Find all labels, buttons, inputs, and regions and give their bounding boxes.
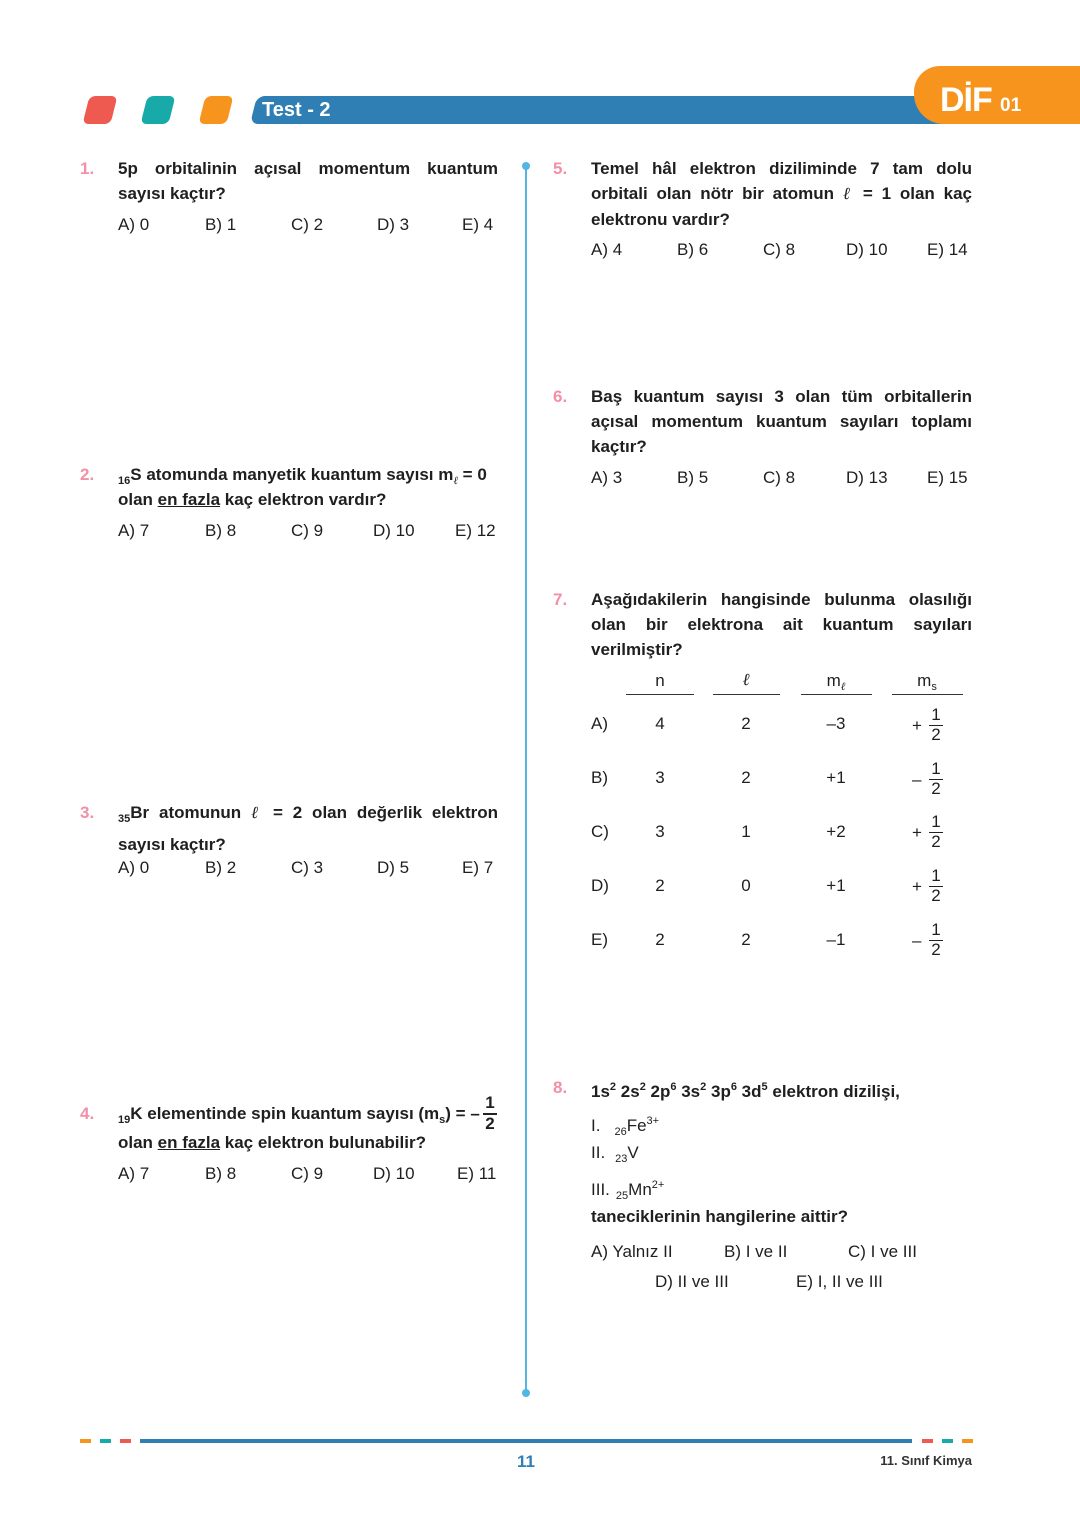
atomic-number: 16 <box>118 475 131 487</box>
question-2-text-a: atomunda manyetik kuantum sayısı m <box>141 465 454 484</box>
underlined-phrase: en fazla <box>157 490 221 509</box>
row-d-l: 0 <box>741 876 751 895</box>
question-2-text-b: = 0 <box>457 465 487 484</box>
question-3-option-a[interactable]: A) 0 <box>118 858 150 877</box>
question-4-option-d[interactable]: D) 10 <box>373 1164 415 1183</box>
atomic-number: 23 <box>615 1153 628 1165</box>
question-5-option-b[interactable]: B) 6 <box>677 240 709 259</box>
question-2-text-d: kaç elektron vardır? <box>220 490 387 509</box>
question-5-number: 5. <box>553 159 568 178</box>
table-header-l: ℓ <box>742 670 750 690</box>
question-2-option-e[interactable]: E) 12 <box>455 521 496 540</box>
atomic-number: 25 <box>615 1190 629 1202</box>
question-4-option-c[interactable]: C) 9 <box>291 1164 324 1183</box>
test-title-bar <box>250 96 957 124</box>
question-4-text-d: kaç elektron bulunabilir? <box>220 1133 426 1152</box>
question-3-option-c[interactable]: C) 3 <box>291 858 324 877</box>
orbital-3p: 3p <box>706 1082 731 1101</box>
ms-sign: + <box>912 823 922 842</box>
question-4-text-line-2 <box>118 1130 426 1155</box>
question-5-option-e[interactable]: E) 14 <box>927 240 968 259</box>
question-8-item-1 <box>591 1110 659 1143</box>
question-8-config <box>591 1075 900 1104</box>
orbital-3d: 3d <box>736 1082 762 1101</box>
question-4-number: 4. <box>80 1104 95 1123</box>
question-5-option-a[interactable]: A) 4 <box>591 240 623 259</box>
question-1-option-d[interactable]: D) 3 <box>377 215 410 234</box>
question-1-option-e[interactable]: E) 4 <box>462 215 494 234</box>
element-symbol: Br <box>130 803 150 822</box>
question-7-option-b-label[interactable]: B) <box>591 768 608 787</box>
ms-numerator: 1 <box>931 920 941 939</box>
question-6-option-a[interactable]: A) 3 <box>591 468 623 487</box>
header-underline-ms <box>892 694 963 695</box>
footer-orange-dash <box>80 1439 91 1443</box>
ms-sign: – <box>912 770 922 789</box>
footer-red-dash <box>120 1439 131 1443</box>
orbital-2p: 2p <box>645 1082 671 1101</box>
question-3-text-a: atomunun <box>149 803 251 822</box>
test-title: Test - 2 <box>262 99 331 121</box>
question-7-option-d-label[interactable]: D) <box>591 876 609 895</box>
roman-numeral: II. <box>591 1143 606 1162</box>
header-underline-n <box>626 694 694 695</box>
question-7-option-e-label[interactable]: E) <box>591 930 608 949</box>
atomic-number: 35 <box>118 813 131 825</box>
row-b-ml: +1 <box>826 768 846 787</box>
question-7-text: Aşağıdakilerin hangisinde bulunma olasılığı olan bir elektrona ait kuantum sayıları verilmiştir? <box>591 590 972 659</box>
row-a-l: 2 <box>741 714 751 733</box>
question-2-option-d[interactable]: D) 10 <box>373 521 415 540</box>
roman-numeral: I. <box>591 1116 601 1135</box>
row-c-ml: +2 <box>826 822 846 841</box>
orbital-1s-count: 2 <box>609 1081 617 1093</box>
question-1-option-a[interactable]: A) 0 <box>118 215 150 234</box>
orbital-3p-count: 6 <box>730 1081 737 1093</box>
row-c-l: 1 <box>741 822 751 841</box>
ms-denominator: 2 <box>931 725 941 744</box>
header-underline-ml <box>801 694 872 695</box>
question-8-option-a[interactable]: A) Yalnız II <box>591 1242 673 1261</box>
question-8-option-b[interactable]: B) I ve II <box>724 1242 788 1261</box>
element-symbol: K <box>130 1104 143 1123</box>
question-4-text-c: olan <box>118 1133 158 1152</box>
question-8-option-d[interactable]: D) II ve III <box>655 1272 729 1291</box>
element-symbol: V <box>627 1143 639 1162</box>
question-2-text-c: olan <box>118 490 158 509</box>
question-6-option-e[interactable]: E) 15 <box>927 468 968 487</box>
divider-bottom-dot <box>522 1389 530 1397</box>
footer-book-title: 11. Sınıf Kimya <box>880 1453 972 1468</box>
question-2-number: 2. <box>80 465 95 484</box>
ms-subscript: s <box>439 1114 446 1126</box>
question-6-option-d[interactable]: D) 13 <box>846 468 888 487</box>
ms-numerator: 1 <box>931 866 941 885</box>
ion-charge: 2+ <box>651 1179 665 1191</box>
question-5-option-c[interactable]: C) 8 <box>763 240 796 259</box>
question-4-text-a: elementinde spin kuantum sayısı (m <box>142 1104 440 1123</box>
footer-teal-dash-right <box>942 1439 953 1443</box>
footer-bar <box>140 1439 912 1443</box>
question-6-option-b[interactable]: B) 5 <box>677 468 709 487</box>
question-7-option-a-label[interactable]: A) <box>591 714 608 733</box>
question-4-option-b[interactable]: B) 8 <box>205 1164 237 1183</box>
row-d-ml: +1 <box>826 876 846 895</box>
ms-header-subscript: s <box>931 681 937 693</box>
ml-header-letter: m <box>826 671 841 690</box>
question-2-option-a[interactable]: A) 7 <box>118 521 150 540</box>
question-2-option-b[interactable]: B) 8 <box>205 521 237 540</box>
fraction-denominator: 2 <box>485 1114 495 1133</box>
ms-numerator: 1 <box>931 705 941 724</box>
question-7-option-c-label[interactable]: C) <box>591 822 609 841</box>
orbital-3d-count: 5 <box>761 1081 768 1093</box>
question-5-text-b: = 1 olan kaç elektronu vardır? <box>591 184 973 229</box>
footer-teal-dash <box>100 1439 111 1443</box>
divider-top-dot <box>522 162 530 170</box>
ms-denominator: 2 <box>931 940 941 959</box>
table-header-n: n <box>655 671 665 690</box>
question-3-option-b[interactable]: B) 2 <box>205 858 237 877</box>
question-1-number: 1. <box>80 159 95 178</box>
ms-sign: – <box>912 931 922 950</box>
ml-subscript: ℓ <box>453 474 458 487</box>
ion-charge: 3+ <box>646 1115 660 1127</box>
question-8-option-c[interactable]: C) I ve III <box>848 1242 917 1261</box>
question-6-text: Baş kuantum sayısı 3 olan tüm orbitallerin açısal momentum kuantum sayıları toplamı kaçtır? <box>591 387 972 456</box>
row-a-ml: –3 <box>826 714 846 733</box>
row-e-l: 2 <box>741 930 751 949</box>
teal-shape-decoration <box>141 96 176 124</box>
question-3-text <box>118 800 498 857</box>
orbital-2p-count: 6 <box>670 1081 677 1093</box>
ms-header-letter: m <box>917 671 932 690</box>
question-3-option-e[interactable]: E) 7 <box>462 858 494 877</box>
column-divider <box>525 166 527 1394</box>
underlined-phrase: en fazla <box>157 1133 221 1152</box>
footer-red-dash-right <box>922 1439 933 1443</box>
row-e-ml: –1 <box>826 930 846 949</box>
element-symbol: S <box>130 465 142 484</box>
page-number: 11 <box>517 1452 535 1471</box>
ms-numerator: 1 <box>931 759 941 778</box>
question-4-text-line-1 <box>118 1101 480 1133</box>
config-tail-text: elektron dizilişi, <box>767 1082 900 1101</box>
red-shape-decoration <box>83 96 118 124</box>
row-d-n: 2 <box>655 876 665 895</box>
orbital-3s-count: 2 <box>700 1081 707 1093</box>
question-4-option-e[interactable]: E) 11 <box>457 1164 497 1183</box>
question-1-option-c[interactable]: C) 2 <box>291 215 324 234</box>
question-8-item-3 <box>591 1174 664 1207</box>
question-3-text-b: = 2 olan değerlik elektron sayısı kaçtır? <box>118 803 498 854</box>
question-5-text <box>591 156 972 232</box>
question-5-option-d[interactable]: D) 10 <box>846 240 888 259</box>
row-a-n: 4 <box>655 714 665 733</box>
question-3-option-d[interactable]: D) 5 <box>377 858 410 877</box>
dif-logo-tab <box>914 66 1080 124</box>
ell-symbol: ℓ <box>842 184 855 204</box>
orbital-1s: 1s <box>591 1082 610 1101</box>
ms-denominator: 2 <box>931 779 941 798</box>
element-symbol: Fe <box>626 1116 647 1135</box>
question-2-text-line-2 <box>118 487 386 512</box>
ms-sign: + <box>912 877 922 896</box>
question-8-question: taneciklerinin hangilerine aittir? <box>591 1207 848 1226</box>
footer-orange-dash-right <box>962 1439 973 1443</box>
ms-sign: + <box>912 716 922 735</box>
row-e-n: 2 <box>655 930 665 949</box>
orbital-3s: 3s <box>676 1082 701 1101</box>
question-7-number: 7. <box>553 590 568 609</box>
dif-logo-text: DİF <box>940 81 992 119</box>
question-2-option-c[interactable]: C) 9 <box>291 521 324 540</box>
question-5-text-a: Temel hâl elektron diziliminde 7 tam dolu orbitali olan nötr bir atomun <box>591 159 972 203</box>
ms-denominator: 2 <box>931 886 941 905</box>
orbital-2s-count: 2 <box>639 1081 646 1093</box>
roman-numeral: III. <box>591 1180 610 1199</box>
question-1-option-b[interactable]: B) 1 <box>205 215 237 234</box>
row-b-n: 3 <box>655 768 665 787</box>
question-3-number: 3. <box>80 803 95 822</box>
fraction-numerator: 1 <box>485 1093 495 1112</box>
dif-logo-number: 01 <box>1000 95 1022 116</box>
row-b-l: 2 <box>741 768 751 787</box>
atomic-number: 26 <box>614 1126 627 1138</box>
orbital-2s: 2s <box>616 1082 640 1101</box>
ell-symbol: ℓ <box>250 803 264 823</box>
header-underline-l <box>713 694 780 695</box>
element-symbol: Mn <box>628 1180 652 1199</box>
ml-header-subscript: ℓ <box>840 680 846 693</box>
ms-numerator: 1 <box>931 812 941 831</box>
question-8-option-e[interactable]: E) I, II ve III <box>796 1272 883 1291</box>
question-4-text-b: ) = – <box>445 1104 480 1123</box>
ms-denominator: 2 <box>931 832 941 851</box>
question-6-number: 6. <box>553 387 568 406</box>
question-1-text: 5p orbitalinin açısal momentum kuantum sayısı kaçtır? <box>118 159 498 203</box>
question-6-option-c[interactable]: C) 8 <box>763 468 796 487</box>
question-4-option-a[interactable]: A) 7 <box>118 1164 150 1183</box>
orange-shape-decoration <box>199 96 234 124</box>
atomic-number: 19 <box>118 1114 131 1126</box>
row-c-n: 3 <box>655 822 665 841</box>
question-8-number: 8. <box>553 1078 568 1097</box>
question-8-item-2 <box>591 1142 639 1170</box>
